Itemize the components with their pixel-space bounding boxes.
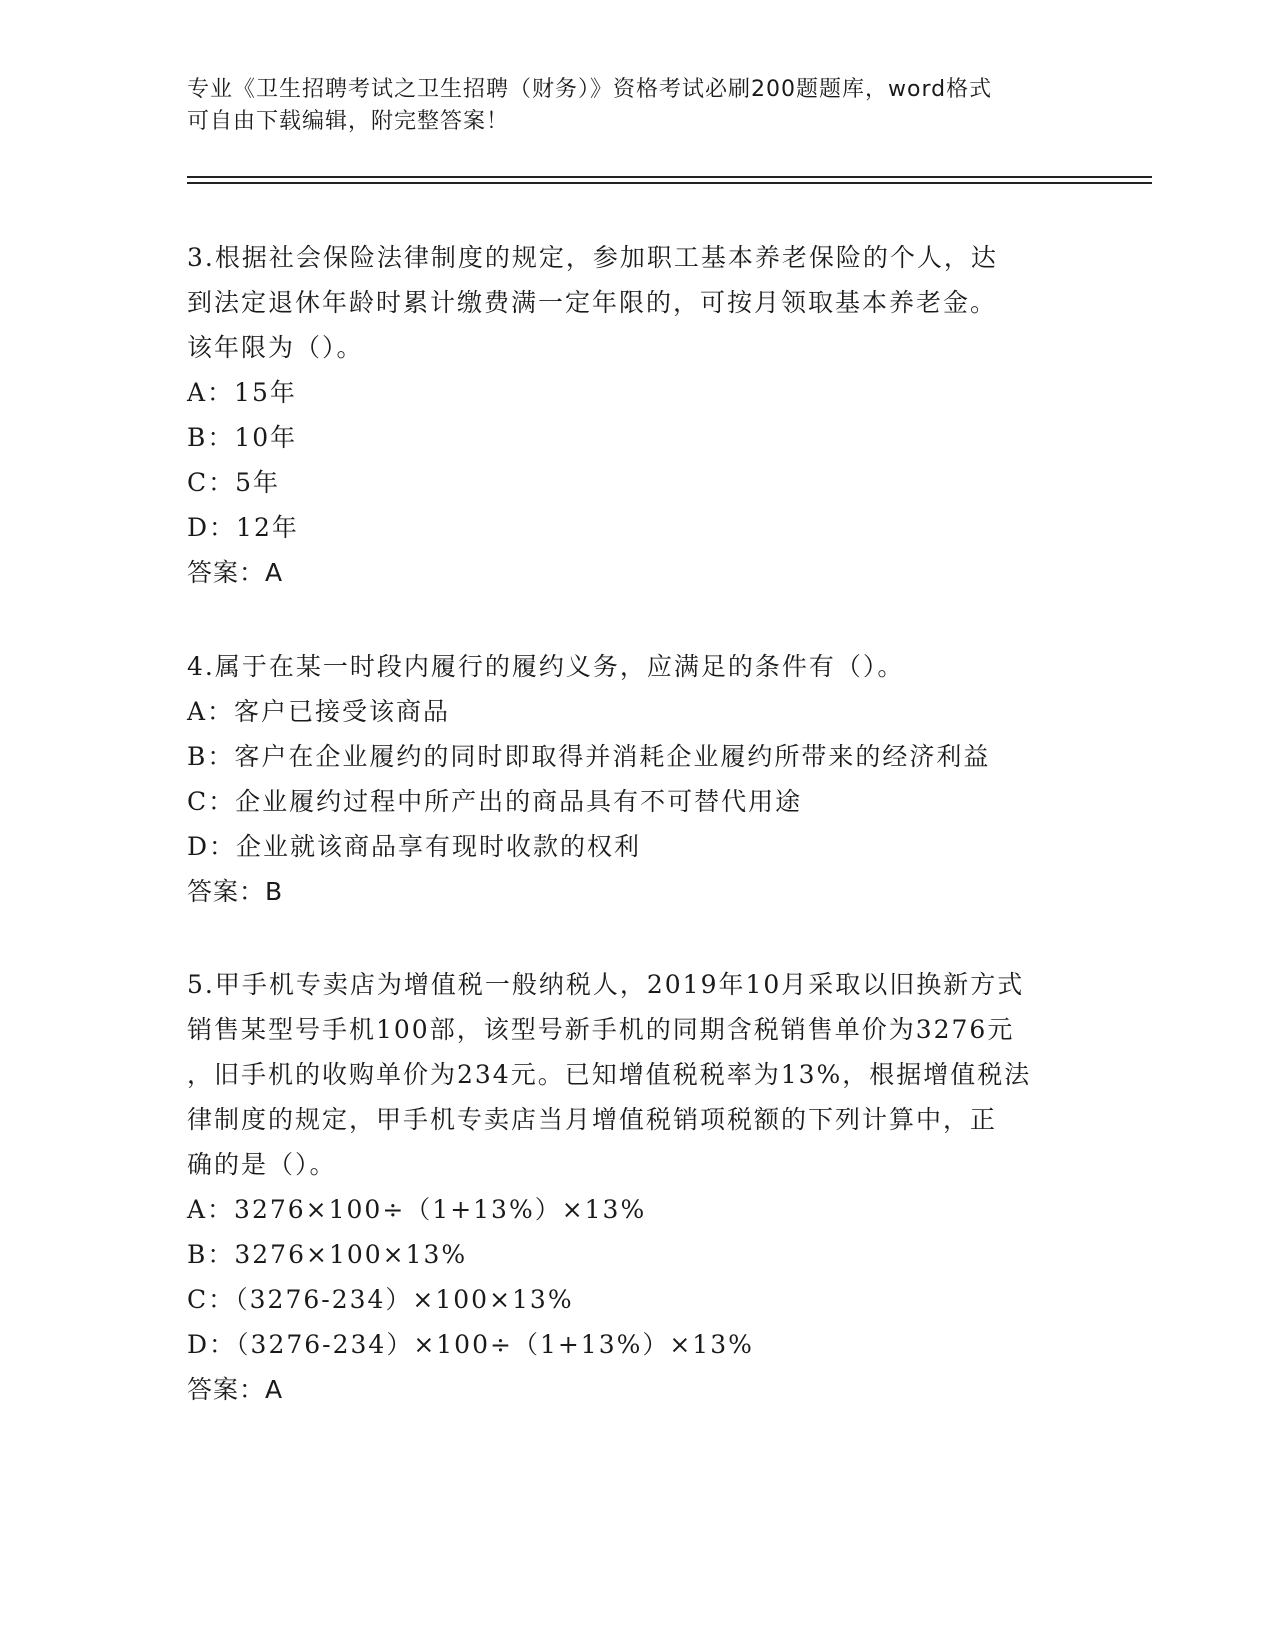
question-5	[187, 962, 1067, 1412]
document-header	[187, 74, 1067, 138]
option-c: C：（3276-234）×100×13%	[187, 1285, 574, 1314]
question-stem-line: 到法定退休年龄时累计缴费满一定年限的，可按月领取基本养老金。	[187, 288, 998, 317]
answer: 答案：A	[187, 558, 284, 587]
question-stem-line: 确的是（）。	[187, 1150, 337, 1179]
option-b: B：10年	[187, 423, 298, 452]
answer: 答案：A	[187, 1375, 284, 1404]
option-a: A：3276×100÷（1+13%）×13%	[187, 1195, 647, 1224]
option-a: A：15年	[187, 378, 297, 407]
header-divider-bottom	[187, 182, 1152, 184]
question-stem-line: 律制度的规定，甲手机专卖店当月增值税销项税额的下列计算中，正	[187, 1105, 998, 1134]
option-d: D：企业就该商品享有现时收款的权利	[187, 832, 642, 861]
option-b: B：客户在企业履约的同时即取得并消耗企业履约所带来的经济利益	[187, 742, 991, 771]
header-divider-top	[187, 176, 1152, 178]
option-b: B：3276×100×13%	[187, 1240, 468, 1269]
option-d: D：（3276-234）×100÷（1+13%）×13%	[187, 1330, 754, 1359]
question-stem-line: 该年限为（）。	[187, 333, 364, 362]
question-stem-line: 4.属于在某一时段内履行的履约义务，应满足的条件有（）。	[187, 652, 905, 681]
header-line-1: 专业《卫生招聘考试之卫生招聘（财务）》资格考试必刷200题题库，word格式	[187, 77, 993, 102]
option-d: D：12年	[187, 513, 299, 542]
option-c: C：5年	[187, 468, 281, 497]
question-stem-line: ，旧手机的收购单价为234元。已知增值税税率为13%，根据增值税法	[187, 1060, 1032, 1089]
question-stem-line: 5.甲手机专卖店为增值税一般纳税人，2019年10月采取以旧换新方式	[187, 970, 1025, 999]
option-a: A：客户已接受该商品	[187, 697, 451, 726]
question-stem-line: 销售某型号手机100部，该型号新手机的同期含税销售单价为3276元	[187, 1015, 1015, 1044]
answer: 答案：B	[187, 877, 284, 906]
header-line-2: 可自由下载编辑，附完整答案！	[187, 109, 510, 134]
question-4	[187, 644, 1067, 914]
option-c: C：企业履约过程中所产出的商品具有不可替代用途	[187, 787, 803, 816]
question-stem-line: 3.根据社会保险法律制度的规定，参加职工基本养老保险的个人，达	[187, 243, 998, 272]
question-3	[187, 235, 1067, 595]
